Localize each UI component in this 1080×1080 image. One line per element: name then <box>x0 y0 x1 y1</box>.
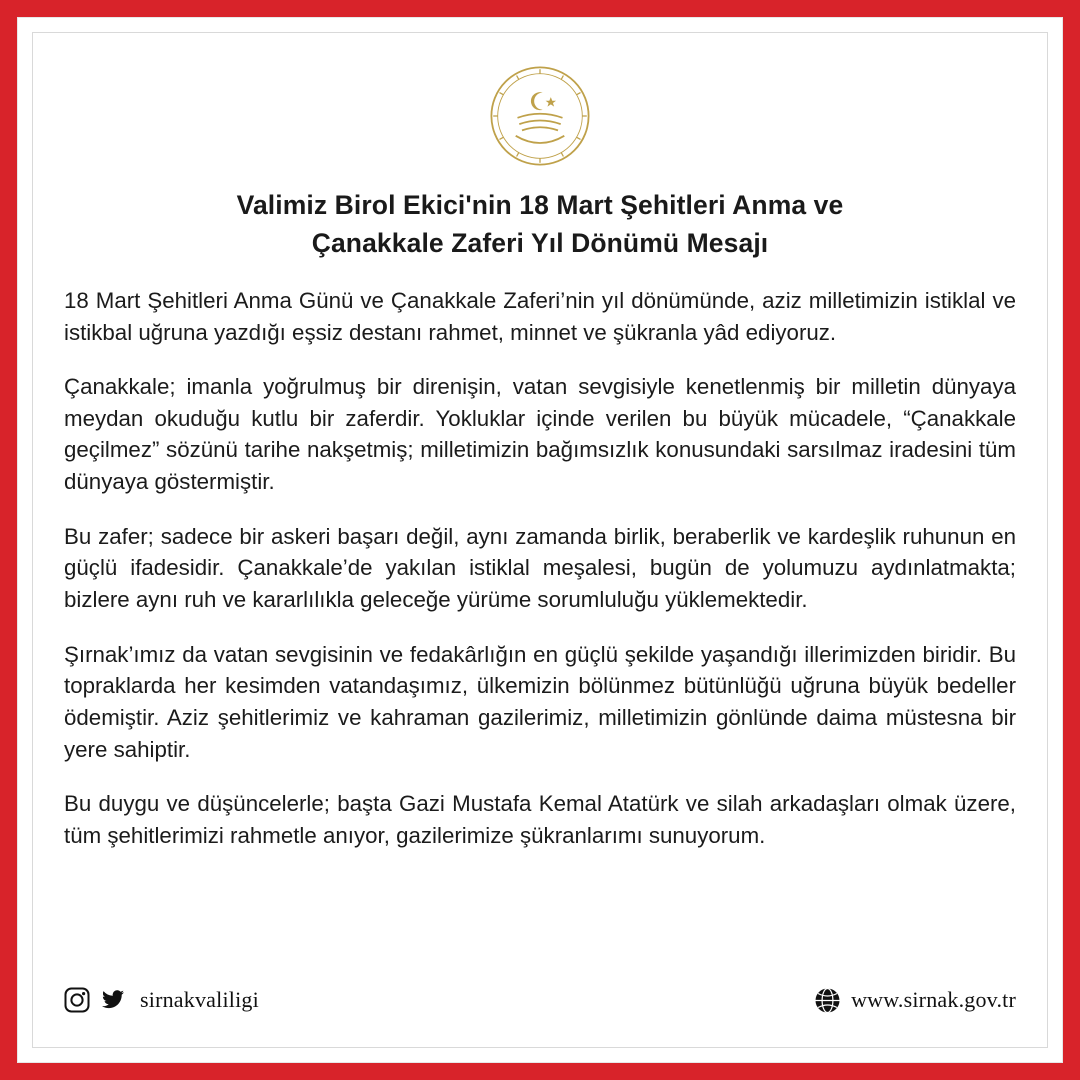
emblem-container <box>64 62 1016 170</box>
website-group <box>814 987 1016 1014</box>
paragraph: Şırnak’ımız da vatan sevgisinin ve fedakârlığın en güçlü şekilde yaşandığı illerimizden biridir. Bu topraklarda her kesimden vatandaşımız, ülkemizin bölünmez bütünlüğü uğruna büyük bedeller ödemiştir. Aziz şehitlerimiz ve kahraman gazilerimiz, milletimizin gönlünde daima müstesna bir yere sahiptir. <box>64 641 1016 762</box>
page-title <box>160 186 920 263</box>
paragraph: Bu zafer; sadece bir askeri başarı değil, aynı zamanda birlik, beraberlik ve kardeşlik ruhunun en güçlü ifadesidir. Çanakkale’de yakılan istiklal meşalesi, bugün de yolumuzu aydınlatmakta; bizlere aynı ruh ve kararlılıkla geleceğe yürüme sorumluluğu yüklemektedir. <box>64 523 1016 613</box>
social-handle[interactable]: sirnakvaliligi <box>140 987 259 1012</box>
page-title-line-2: Çanakkale Zaferi Yıl Dönümü Mesajı <box>311 228 769 259</box>
poster-card <box>17 17 1063 1063</box>
footer <box>64 972 1016 1028</box>
poster-content <box>64 52 1016 1028</box>
paragraph: Çanakkale; imanla yoğrulmuş bir direnişin, vatan sevgisiyle kenetlenmiş bir milletin dünyaya meydan okuduğu kutlu bir zaferdir. Yokluklar içinde verilen bu büyük mücadele, “Çanakkale geçilmez” sözünü tarihe nakşetmiş; milletimizin bağımsızlık konusundaki sarsılmaz iradesini tüm dünyaya göstermiştir. <box>64 374 1016 495</box>
website-url[interactable]: www.sirnak.gov.tr <box>851 987 1016 1012</box>
instagram-icon[interactable] <box>64 987 90 1013</box>
paragraph: 18 Mart Şehitleri Anma Günü ve Çanakkale Zaferi’nin yıl dönümünde, aziz milletimizin istiklal ve istikbal uğruna yazdığı eşsiz destanı rahmet, minnet ve şükranla yâd ediyoruz. <box>64 287 1016 345</box>
message-body <box>64 285 1016 852</box>
turkish-state-emblem-icon <box>486 62 594 170</box>
globe-icon <box>814 987 841 1014</box>
twitter-icon[interactable] <box>100 987 126 1013</box>
page-title-line-1: Valimiz Birol Ekici'nin 18 Mart Şehitleri Anma ve <box>236 190 844 220</box>
social-media-group <box>64 987 259 1013</box>
paragraph: Bu duygu ve düşüncelerle; başta Gazi Mustafa Kemal Atatürk ve silah arkadaşları olmak üzere, tüm şehitlerimizi rahmetle anıyor, gazilerimize şükranlarımı sunuyorum. <box>64 791 1016 849</box>
